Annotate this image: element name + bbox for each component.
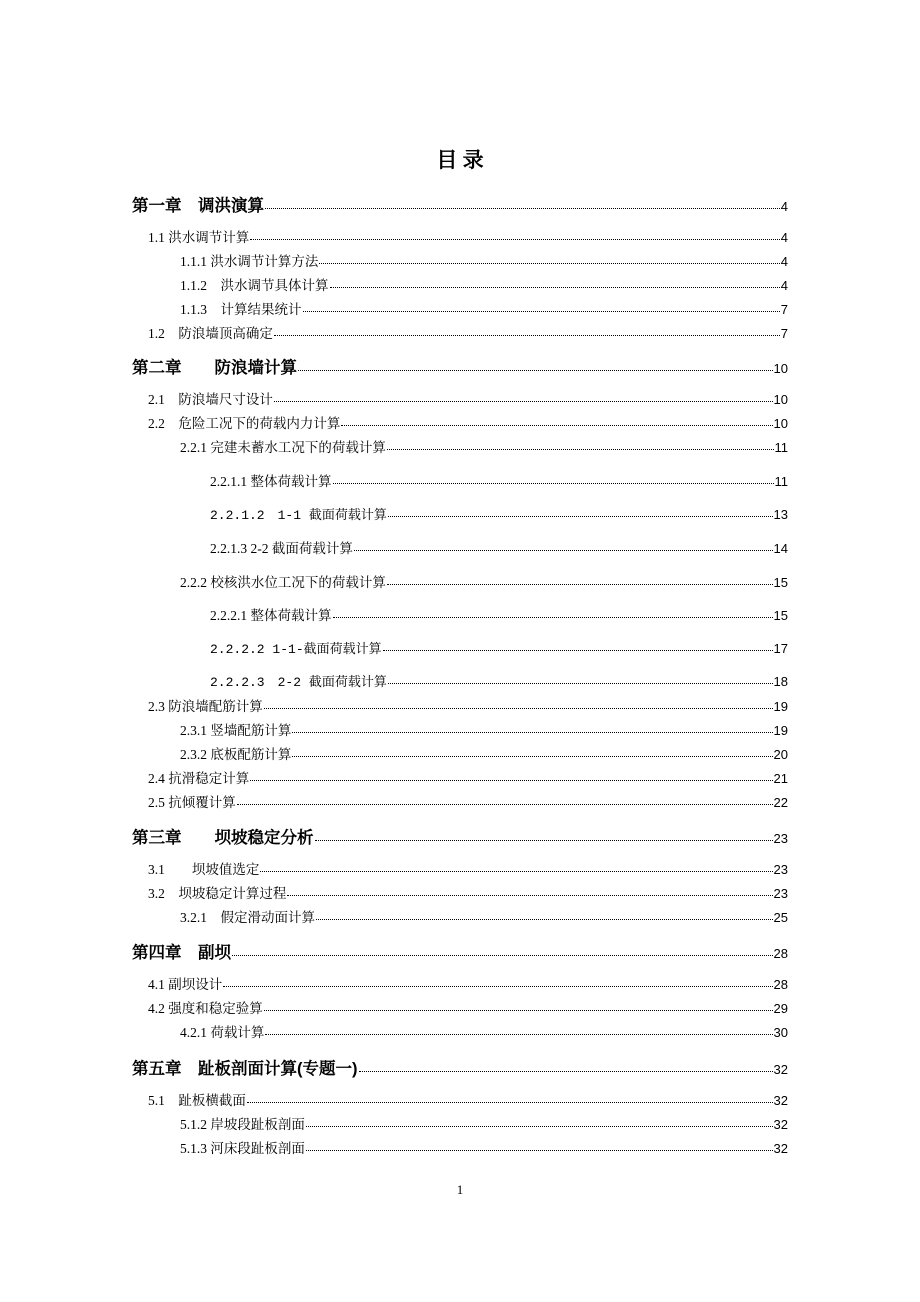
toc-entry-page: 32 (773, 1117, 788, 1132)
leader-dots (274, 334, 780, 336)
toc-entry-label: 2.2.1.1 整体荷载计算 (210, 474, 332, 489)
toc-entry-page: 20 (773, 747, 788, 762)
toc-entry-label: 第二章 防浪墙计算 (132, 359, 297, 377)
toc-entry-label: 2.4 抗滑稳定计算 (148, 771, 250, 786)
leader-dots (298, 369, 773, 371)
toc-entry[interactable] (180, 250, 788, 270)
toc-entry[interactable] (148, 767, 788, 787)
toc-entry[interactable] (148, 1089, 788, 1109)
toc-entry-page: 30 (773, 1025, 788, 1040)
toc-entry-page: 32 (773, 1062, 788, 1077)
toc-entry-label: 第三章 坝坡稳定分析 (132, 829, 314, 847)
toc-entry-page: 23 (773, 831, 788, 846)
toc-entry-page: 7 (780, 326, 788, 341)
toc-entry-label: 5.1.3 河床段趾板剖面 (180, 1141, 305, 1156)
toc-entry-page: 19 (773, 723, 788, 738)
toc-entry-page: 13 (773, 507, 788, 522)
toc-entry-label: 第五章 趾板剖面计算(专题一) (132, 1060, 358, 1078)
leader-dots (260, 870, 772, 872)
toc-entry-page: 17 (773, 641, 788, 656)
leader-dots (264, 1009, 773, 1011)
toc-entry[interactable] (210, 537, 788, 557)
toc-entry-page: 29 (773, 1001, 788, 1016)
leader-dots (274, 400, 773, 402)
toc-entry[interactable] (148, 997, 788, 1017)
toc-entry-label: 3.1 坝坡值选定 (148, 862, 260, 877)
leader-dots (292, 755, 772, 757)
toc-entry-chapter-2[interactable] (132, 354, 788, 378)
toc-entry[interactable] (180, 719, 788, 739)
toc-entry-page: 15 (773, 575, 788, 590)
toc-entry-page: 19 (773, 699, 788, 714)
toc-entry-page: 11 (774, 440, 788, 455)
toc-entry[interactable] (148, 322, 788, 342)
leader-dots (303, 310, 780, 312)
leader-dots (306, 1149, 773, 1151)
leader-dots (223, 985, 772, 987)
toc-entry-label: 1.1.2 洪水调节具体计算 (180, 278, 329, 293)
toc-entry-label: 2.2.2 校核洪水位工况下的荷载计算 (180, 575, 386, 590)
toc-entry-page: 23 (773, 886, 788, 901)
toc-entry[interactable] (148, 882, 788, 902)
toc-entry-chapter-3[interactable] (132, 824, 788, 848)
toc-entry-label: 2.5 抗倾覆计算 (148, 795, 236, 810)
toc-entry-page: 10 (773, 361, 788, 376)
leader-dots (250, 238, 780, 240)
toc-entry-page: 4 (780, 199, 788, 214)
toc-entry[interactable] (180, 1113, 788, 1133)
toc-entry-label: 1.1.3 计算结果统计 (180, 302, 302, 317)
toc-entry-page: 10 (773, 416, 788, 431)
toc-entry[interactable] (210, 470, 788, 490)
leader-dots (387, 583, 773, 585)
leader-dots (265, 1033, 772, 1035)
toc-entry-page: 4 (780, 254, 788, 269)
toc-entry-label: 4.1 副坝设计 (148, 977, 223, 992)
leader-dots (330, 286, 780, 288)
leader-dots (292, 731, 772, 733)
toc-entry-page: 28 (773, 977, 788, 992)
leader-dots (250, 779, 772, 781)
leader-dots (333, 616, 773, 618)
leader-dots (319, 262, 779, 264)
toc-entry-label: 2.2.2.3 2-2 截面荷载计算 (210, 675, 387, 690)
toc-entry-page: 22 (773, 795, 788, 810)
leader-dots (383, 649, 773, 651)
toc-entry[interactable] (148, 412, 788, 432)
leader-dots (237, 803, 773, 805)
toc-entry-page: 32 (773, 1141, 788, 1156)
toc-entry[interactable] (148, 695, 788, 715)
toc-entry-page: 28 (773, 946, 788, 961)
toc-entry-label: 4.2 强度和稳定验算 (148, 1001, 263, 1016)
toc-entry-label: 3.2.1 假定滑动面计算 (180, 910, 315, 925)
toc-entry-page: 18 (773, 674, 788, 689)
toc-entry[interactable] (148, 791, 788, 811)
leader-dots (232, 954, 773, 956)
toc-entry[interactable] (148, 226, 788, 246)
toc-entry-page: 25 (773, 910, 788, 925)
toc-entry-page: 4 (780, 278, 788, 293)
toc-entry-label: 5.1.2 岸坡段趾板剖面 (180, 1117, 305, 1132)
toc-entry-page: 21 (773, 771, 788, 786)
toc-entry[interactable] (180, 743, 788, 763)
toc-entry-label: 2.1 防浪墙尺寸设计 (148, 392, 273, 407)
toc-entry-label: 第四章 副坝 (132, 944, 231, 962)
toc-entry[interactable] (180, 298, 788, 318)
toc-entry-label: 5.1 趾板横截面 (148, 1093, 246, 1108)
toc-entry[interactable] (210, 604, 788, 624)
leader-dots (333, 482, 774, 484)
toc-entry[interactable] (210, 504, 788, 523)
toc-entry-label: 3.2 坝坡稳定计算过程 (148, 886, 287, 901)
toc-entry-label: 2.3.1 竖墙配筋计算 (180, 723, 292, 738)
toc-entry-chapter-4[interactable] (132, 939, 788, 963)
toc-entry[interactable] (210, 638, 788, 657)
toc-entry-page: 7 (780, 302, 788, 317)
toc-entry-label: 2.2.2.2 1-1-截面荷载计算 (210, 642, 382, 657)
leader-dots (315, 839, 773, 841)
page-number: 1 (456, 1182, 464, 1197)
toc-entry-page: 10 (773, 392, 788, 407)
toc-entry-page: 14 (773, 541, 788, 556)
leader-dots (287, 894, 772, 896)
toc-entry[interactable] (148, 973, 788, 993)
toc-entry-label: 1.1 洪水调节计算 (148, 230, 250, 245)
leader-dots (264, 707, 773, 709)
toc-title: 目 录 (436, 148, 484, 172)
toc-entry-label: 2.3.2 底板配筋计算 (180, 747, 292, 762)
toc-entry[interactable] (180, 571, 788, 591)
toc-entry[interactable] (148, 388, 788, 408)
toc-entry-label: 2.3 防浪墙配筋计算 (148, 699, 263, 714)
toc-entry-label: 2.2 危险工况下的荷载内力计算 (148, 416, 341, 431)
toc-entry-chapter-1[interactable] (132, 192, 788, 216)
toc-entry[interactable] (148, 858, 788, 878)
toc-entry-label: 4.2.1 荷载计算 (180, 1025, 265, 1040)
toc-entry[interactable] (180, 1137, 788, 1157)
toc-entry-page: 15 (773, 608, 788, 623)
leader-dots (316, 918, 773, 920)
toc-entry-page: 11 (774, 474, 788, 489)
toc-entry-label: 2.2.1.2 1-1 截面荷载计算 (210, 508, 387, 523)
leader-dots (247, 1101, 773, 1103)
leader-dots (306, 1125, 773, 1127)
toc-entry-label: 1.2 防浪墙顶高确定 (148, 326, 273, 341)
toc-entry[interactable] (180, 274, 788, 294)
toc-entry[interactable] (180, 436, 788, 456)
toc-entry-label: 2.2.1.3 2-2 截面荷载计算 (210, 541, 353, 556)
leader-dots (341, 424, 772, 426)
toc-entry-page: 32 (773, 1093, 788, 1108)
leader-dots (388, 515, 773, 517)
leader-dots (387, 448, 774, 450)
leader-dots (388, 682, 773, 684)
toc-entry-label: 1.1.1 洪水调节计算方法 (180, 254, 319, 269)
leader-dots (354, 549, 773, 551)
toc-entry-chapter-5[interactable] (132, 1055, 788, 1079)
leader-dots (359, 1070, 773, 1072)
toc-entry-page: 23 (773, 862, 788, 877)
toc-entry-label: 2.2.1 完建未蓄水工况下的荷载计算 (180, 440, 386, 455)
toc-entry[interactable] (180, 906, 788, 926)
toc-entry-page: 4 (780, 230, 788, 245)
toc-entry-label: 第一章 调洪演算 (132, 197, 264, 215)
leader-dots (265, 207, 780, 209)
toc-entry-label: 2.2.2.1 整体荷载计算 (210, 608, 332, 623)
toc-entry[interactable] (180, 1021, 788, 1041)
toc-entry[interactable] (210, 671, 788, 690)
